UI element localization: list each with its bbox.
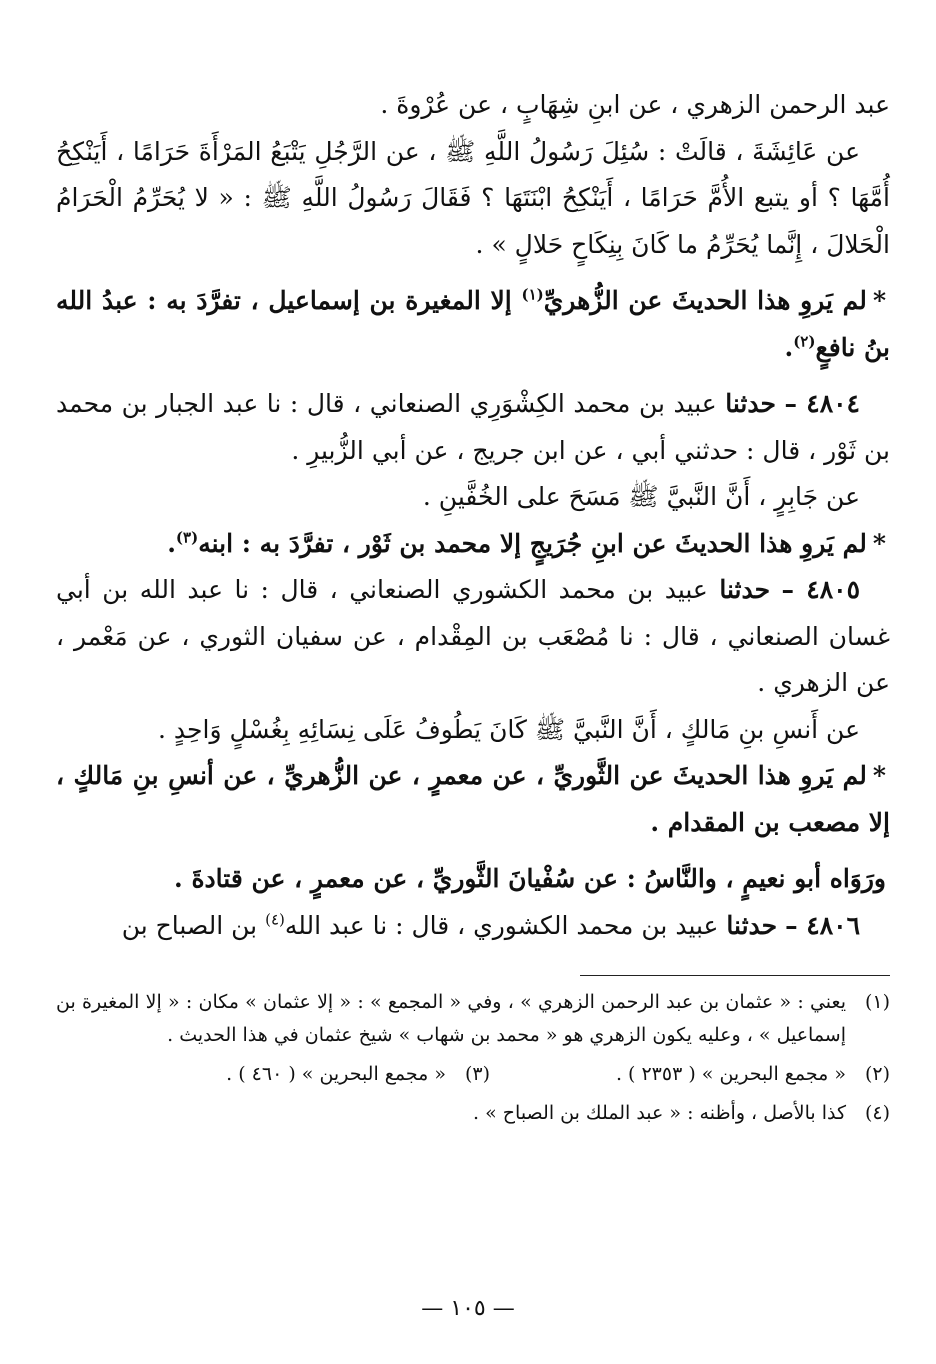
hadith-4806-text-a: عبيد بن محمد الكشوري ، قال : نا عبد الله bbox=[284, 910, 727, 940]
haddathana-label-4804: حدثنا bbox=[725, 389, 776, 418]
takhrij-note-4: ورَوَاه أبو نعيمٍ ، والنَّاسُ : عن سُفْيانَ الثَّوريِّ ، عن معمرٍ ، عن قتادةَ . bbox=[174, 864, 886, 893]
asterisk-icon: * bbox=[872, 286, 887, 315]
takhrij-note-2-text: لم يَروِ هذا الحديثَ عن ابنِ جُرَيجٍ إلا محمد بن ثَوْر ، تفرَّدَ به : ابنه bbox=[198, 528, 867, 558]
footnote-1-number: (١) bbox=[864, 991, 890, 1013]
footnote-ref-1: (١) bbox=[521, 285, 544, 304]
asterisk-icon: * bbox=[872, 761, 886, 790]
footnote-4-number: (٤) bbox=[864, 1102, 890, 1124]
hadith-4804-matn: عن جَابِرٍ ، أَنَّ النَّبيَّ ﷺ مَسَحَ على الخُفَّينِ . bbox=[422, 482, 860, 511]
footnote-3-text: « مجمع البحرين » ( ٤٦٠ ) . bbox=[226, 1063, 446, 1085]
hadith-4805-matn: عن أَنسِ بنِ مَالكٍ ، أَنَّ النَّبيَّ ﷺ كَانَ يَطُوفُ عَلَى نِسَائِهِ بِغُسْلٍ وَاحِدٍ . bbox=[158, 714, 860, 744]
hadith-matn-aisha: عن عَائِشَةَ ، قالَتْ : سُئِلَ رَسُولُ اللَّهِ ﷺ ، عن الرَّجُلِ يَتْبَعُ المَرْأَةَ حَرَامًا ، أَيَنْكِحُ أُمَّهَا ؟ أو يتبع الأُمَّ حَرَامًا ، أَيَنْكِحُ ابْنَتَهَا ؟ فَقَالَ رَسُولُ اللَّهِ ﷺ : « لا يُحَرِّمُ الْحَرَامُ الْحَلالَ ، إِنَّما يُحَرِّمُ ما كَانَ بِنِكَاحٍ حَلالٍ » . bbox=[56, 136, 890, 259]
hadith-number-4804: ٤٨٠٤ – bbox=[784, 389, 860, 418]
footnote-4-text: كذا بالأصل ، وأظنه : « عبد الملك بن الصباح » . bbox=[473, 1102, 846, 1124]
haddathana-label-4805: حدثنا bbox=[719, 575, 771, 604]
page-number: — ١٠٥ — bbox=[421, 1296, 515, 1321]
main-text bbox=[56, 82, 890, 949]
takhrij-note-1-part-b: إلا المغيرة بن إسماعيل ، تفرَّدَ به : عبدُ الله بنُ نافعٍ bbox=[56, 286, 890, 362]
asterisk-icon: * bbox=[872, 528, 886, 558]
footnote-4 bbox=[56, 1097, 890, 1130]
takhrij-note-1 bbox=[56, 278, 890, 371]
haddathana-label-4806: حدثنا bbox=[726, 910, 778, 940]
hadith-number-4805: ٤٨٠٥ – bbox=[781, 575, 860, 604]
takhrij-note-1-end: . bbox=[784, 332, 794, 362]
isnad-continuation: عبد الرحمن الزهري ، عن ابنِ شِهَابٍ ، عن عُرْوةَ . bbox=[380, 90, 890, 119]
footnote-ref-2: (٢) bbox=[793, 332, 816, 351]
hadith-4806-isnad bbox=[56, 903, 890, 950]
footnote-2-number: (٢) bbox=[864, 1063, 890, 1085]
hadith-4804-text: عبيد بن محمد الكِشْوَرِي الصنعاني ، قال : نا عبد الجبار بن محمد بن ثَوْر ، قال : حدثني أبي ، عن ابن جريج ، عن أبي الزُّبيرِ . bbox=[56, 389, 890, 465]
footnote-1 bbox=[56, 986, 890, 1052]
page-body bbox=[56, 82, 890, 1136]
footnote-separator-line bbox=[580, 975, 890, 976]
hadith-4805-isnad bbox=[56, 567, 890, 707]
footnote-row-2-3 bbox=[56, 1058, 890, 1091]
footnote-2-text: « مجمع البحرين » ( ٢٣٥٣ ) . bbox=[615, 1063, 846, 1085]
footnote-2 bbox=[490, 1058, 890, 1091]
footnote-ref-4: (٤) bbox=[265, 910, 285, 929]
hadith-4806-text-b: بن الصباح بن bbox=[121, 910, 266, 940]
footnote-3-number: (٣) bbox=[464, 1063, 490, 1085]
footnote-3 bbox=[90, 1058, 490, 1091]
takhrij-note-1-part-a: لم يَروِ هذا الحديثَ عن الزُّهريِّ bbox=[543, 286, 867, 315]
takhrij-note-2-end: . bbox=[167, 528, 176, 558]
footnotes bbox=[56, 986, 890, 1130]
hadith-4805-text: عبيد بن محمد الكشوري الصنعاني ، قال : نا عبد الله بن أبي غسان الصنعاني ، قال : نا مُصْعَب بن المِقْدام ، عن سفيان الثوري ، عن مَعْمر ، عن الزهري . bbox=[56, 575, 890, 697]
hadith-4804-isnad bbox=[56, 381, 890, 474]
footnote-separator-wrap bbox=[56, 963, 890, 986]
takhrij-note-2 bbox=[56, 521, 890, 568]
takhrij-note-3-text: لم يَروِ هذا الحديثَ عن الثَّوريِّ ، عن معمرٍ ، عن الزُّهريِّ ، عن أنسِ بنِ مَالكٍ ، إلا مصعب بن المقدام . bbox=[56, 761, 890, 837]
footnote-ref-3: (٣) bbox=[175, 528, 199, 547]
hadith-number-4806: ٤٨٠٦ – bbox=[785, 910, 860, 940]
footnote-1-text: يعني : « عثمان بن عبد الرحمن الزهري » ، وفي « المجمع » : « إلا عثمان » مكان : « إلا المغيرة بن إسماعيل » ، وعليه يكون الزهري هو « محمد بن شهاب » شيخ عثمان في هذا الحديث . bbox=[56, 991, 846, 1046]
takhrij-note-3 bbox=[56, 753, 890, 846]
